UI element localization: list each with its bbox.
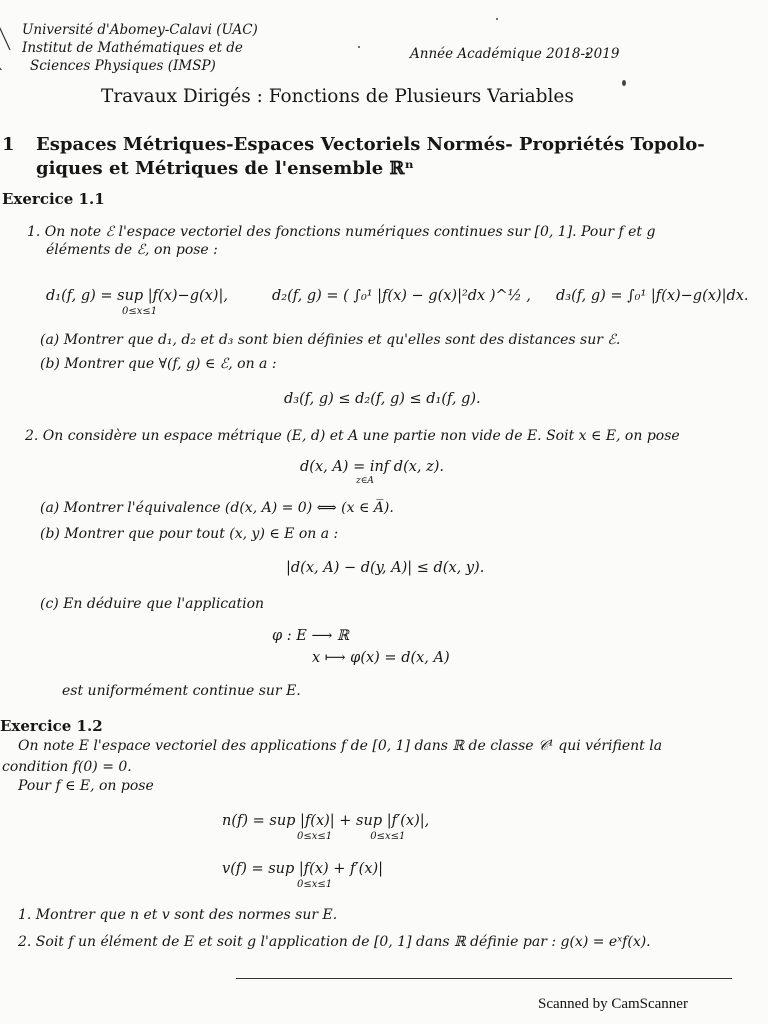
formula-d2: d₂(f, g) = ( ∫₀¹ |f(x) − g(x)|²dx )^½ , [272, 288, 531, 304]
exercise-heading: Exercice 1.2 [0, 717, 103, 735]
question-text: (b) Montrer que ∀(f, g) ∈ ℰ, on a : [40, 356, 277, 372]
question-text: (b) Montrer que pour tout (x, y) ∈ E on a : [40, 526, 339, 542]
question-text: 1. On note ℰ l'espace vectoriel des fonctions numériques continues sur [0, 1]. Pour f et g [27, 224, 656, 240]
distance-definition-subscript: z∈A [356, 476, 374, 486]
norm-definition-subscript: 0≤x≤1 [297, 879, 333, 890]
academic-year: Année Académique 2018-2019 [410, 46, 620, 62]
section-title-line2: giques et Métriques de l'ensemble ℝⁿ [36, 158, 414, 179]
norm-definition: v(f) = sup |f(x) + f′(x)| [222, 861, 384, 877]
speck [496, 18, 498, 20]
question-text: (c) En déduire que l'application [40, 596, 265, 612]
speck [622, 80, 626, 86]
question-text: 2. On considère un espace métrique (E, d) et A une partie non vide de E. Soit x ∈ E, on pose [25, 428, 680, 444]
speck [358, 46, 360, 48]
norm-definition-subscript: 0≤x≤1 0≤x≤1 [297, 831, 406, 842]
formula-d3: d₃(f, g) = ∫₀¹ |f(x)−g(x)|dx. [556, 288, 749, 304]
section-number: 1 [2, 134, 15, 155]
question-text: (a) Montrer l'équivalence (d(x, A) = 0) ⟺ (x ∈ A̅). [40, 500, 394, 516]
bottom-divider [236, 978, 732, 979]
formula-d1: d₁(f, g) = sup |f(x)−g(x)|, [46, 288, 228, 304]
question-text: On note E l'espace vectoriel des applications f de [0, 1] dans ℝ de classe 𝒞¹ qui vérifient la [18, 738, 663, 754]
map-row: φ : E ⟶ ℝ [272, 628, 349, 644]
inequality: |d(x, A) − d(y, A)| ≤ d(x, y). [286, 560, 485, 576]
institute-line2: Sciences Physiques (IMSP) [30, 58, 216, 74]
page-title: Travaux Dirigés : Fonctions de Plusieurs Variables [101, 86, 574, 107]
distance-definition: d(x, A) = inf d(x, z). [300, 459, 445, 475]
question-text: 2. Soit f un élément de E et soit g l'application de [0, 1] dans ℝ définie par : g(x) = eˣf(x). [18, 934, 651, 950]
question-text: 1. Montrer que n et v sont des normes sur E. [18, 907, 338, 923]
institute-line1: Institut de Mathématiques et de [22, 40, 243, 56]
university-name: Université d'Abomey-Calavi (UAC) [22, 22, 258, 38]
map-row: x ⟼ φ(x) = d(x, A) [312, 650, 450, 666]
scan-mark-left [0, 20, 16, 70]
question-text: (a) Montrer que d₁, d₂ et d₃ sont bien définies et qu'elles sont des distances sur ℰ. [40, 332, 621, 348]
inequality: d₃(f, g) ≤ d₂(f, g) ≤ d₁(f, g). [284, 391, 481, 407]
question-text: est uniformément continue sur E. [62, 683, 301, 699]
question-text: Pour f ∈ E, on pose [18, 778, 154, 794]
exercise-heading: Exercice 1.1 [2, 190, 105, 208]
norm-definition: n(f) = sup |f(x)| + sup |f′(x)|, [222, 813, 430, 829]
question-text: éléments de ℰ, on pose : [46, 242, 218, 258]
question-text: condition f(0) = 0. [2, 759, 132, 775]
section-title-line1: Espaces Métriques-Espaces Vectoriels Normés- Propriétés Topolo- [36, 134, 705, 155]
formula-d1-subscript: 0≤x≤1 [122, 306, 158, 317]
scanner-watermark: Scanned by CamScanner [538, 996, 688, 1012]
